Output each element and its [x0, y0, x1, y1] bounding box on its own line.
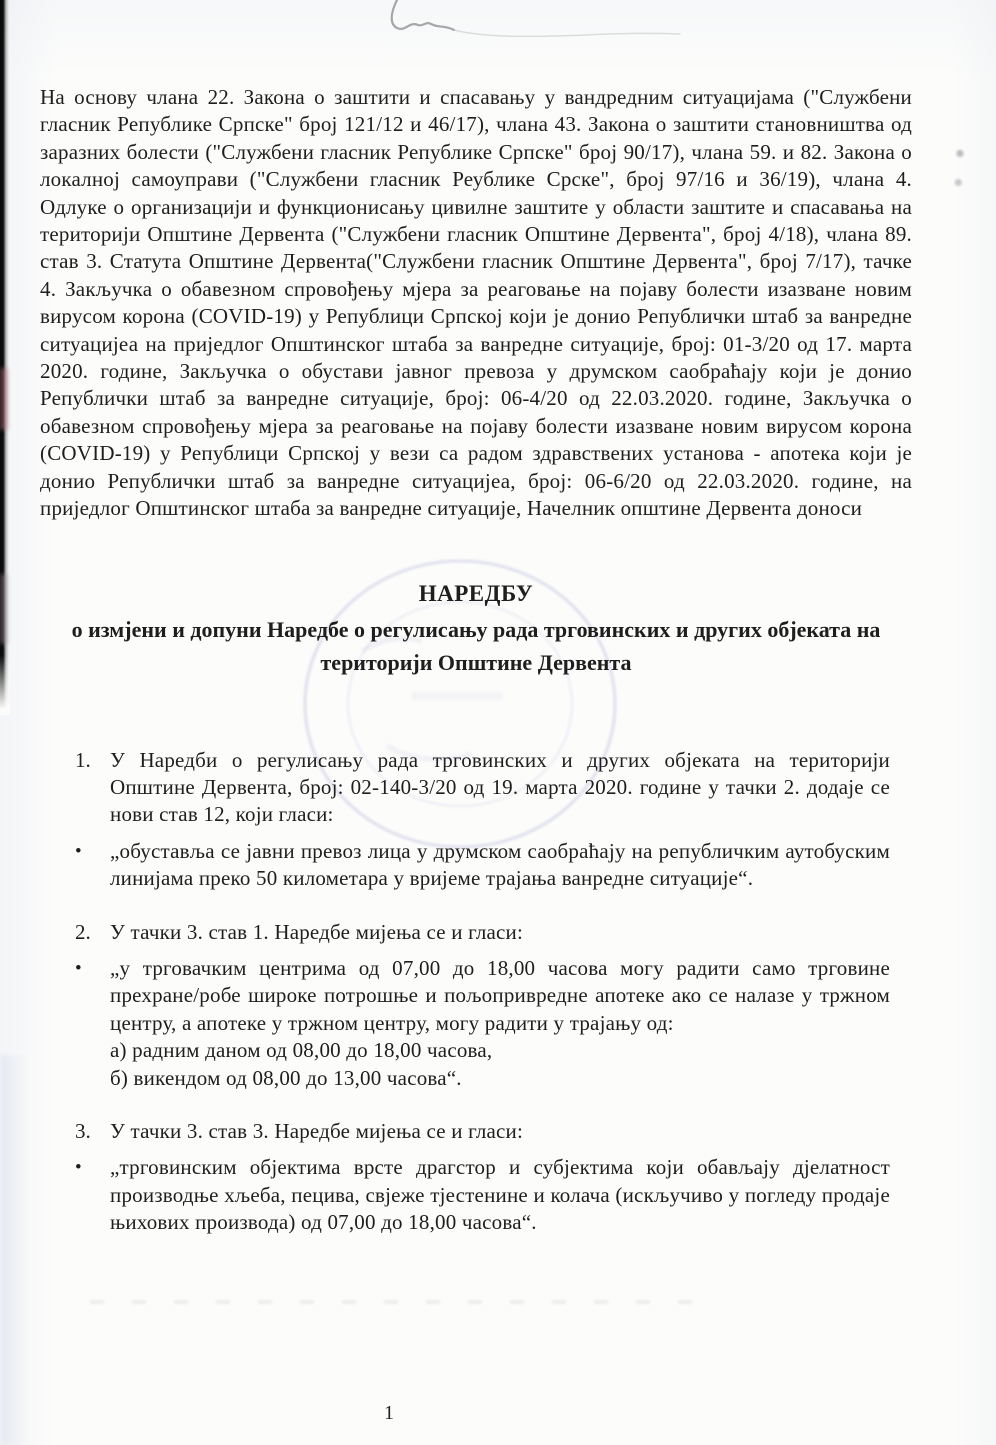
document-content [40, 84, 912, 1237]
sub-item-a: а) радним даном од 08,00 до 18,00 часова, [110, 1038, 493, 1063]
amendment-list [75, 747, 890, 1237]
bullet-row [75, 955, 890, 1092]
list-item-number: 3. [75, 1118, 91, 1143]
scan-edge-smudge [0, 368, 8, 430]
sub-item-b: б) викендом од 08,00 до 13,00 часова“. [110, 1065, 462, 1090]
list-item-text: У тачки 3. став 3. Наредбе мијења се и гласи: [110, 1118, 524, 1143]
scan-noise-dots [953, 143, 967, 201]
document-subtitle-line2: територији Општине Дервента [320, 649, 632, 675]
list-item-2 [75, 919, 890, 1092]
scan-edge-fade [0, 655, 10, 715]
scan-speckle-artifact [90, 1300, 710, 1304]
scan-edge-smudge [0, 574, 8, 644]
bullet-icon: • [75, 840, 82, 862]
document-subtitle [40, 613, 912, 679]
scan-tint-artifact [0, 1055, 28, 1445]
document-subtitle-line1: о измјени и допуни Наредбе о регулисању рада трговинских и других објеката на [71, 616, 881, 642]
list-item-row [75, 919, 890, 946]
bullet-icon: • [75, 957, 82, 979]
preamble-paragraph: На основу члана 22. Закона о заштити и спасавању у вандредним ситуацијама ("Службени гласник Републике Српске" број 121/12 и 46/17), члана 43. Закона о заштити становништва од заразних болести ("Службени гласник Републике Српске" број 90/17), члана 59. и 82. Закона о локалној самоуправи ("Службени гласник Реублике Срске", број 97/16 и 36/19), члана 4. Одлуке о организацији и функционисању цивилне заштите у области заштите и спасавања на територији Општине Дервента ("Службени гласник Општине Дервента", број 4/18), члана 89. став 3. Статута Општине Дервента("Службени гласник Општине Дервента", број 7/17), тачке 4. Закључка о обавезном спровођењу мјера за реаговање на појаву болести изазване новим вирусом корона (COVID-19) у Републици Српској који је донио Републички штаб за ванредне ситуацијеа на приједлог Општинског штаба за ванредне ситуације, број: 01-3/20 од 17. марта 2020. године, Закључка о обустави јавног превоза у друмском саобраћају који је донио Републички штаб за ванредне ситуације, број: 06-4/20 од 22.03.2020. године, Закључка о обавезном спровођењу мјера за реаговање на појаву болести изазване новим вирусом корона (COVID-19) у Републици Српској у вези са радом здравствених установа - апотека који је донио Републички штаб за ванредне ситуацијеа, број: 06-6/20 од 22.03.2020. године, на приједлог Општинског штаба за ванредне ситуације, Начелник општине Дервента доноси [40, 85, 912, 521]
list-item-number: 1. [75, 747, 91, 772]
list-item-number: 2. [75, 919, 91, 944]
page-number: 1 [384, 1402, 394, 1424]
list-item-row [75, 747, 890, 829]
bullet-text: „трговинским објектима врсте драгстор и субјектима који обављају дјелатност производње хљеба, пецива, свјеже тјестенине и колача (искључиво у погледу продаје њихових производа) од 07,00 до 18,00 часова“. [110, 1155, 890, 1235]
pen-scribble-mark [335, 0, 695, 58]
bullet-icon: • [75, 1157, 82, 1179]
bullet-row [75, 838, 890, 893]
list-item-text: У тачки 3. став 1. Наредбе мијења се и гласи: [110, 919, 524, 944]
bullet-row [75, 1154, 890, 1236]
bullet-text-main: „у трговачким центрима од 07,00 до 18,00 часова могу радити само трговине прехране/робе широке потрошње и пољопривредне апотеке ако се налазе у тржном центру, а апотеке у тржном центру, могу радити у трајању од: [110, 955, 890, 1035]
bullet-text: „обуставља се јавни превоз лица у друмском саобраћају на републичким аутобуским линијама преко 50 километара у вријеме трајања ванредне ситуације“. [110, 838, 890, 891]
list-item-row [75, 1118, 890, 1145]
list-item-3 [75, 1118, 890, 1237]
list-item-text: У Наредби о регулисању рада трговинских и других објеката на територији Општине Дервента, број: 02-140-3/20 од 19. марта 2020. године у тачки 2. додаје се нови став 12, који гласи: [110, 747, 890, 827]
bullet-text [110, 955, 890, 1092]
title-block [40, 579, 912, 679]
list-item-1 [75, 747, 890, 893]
document-title: НАРЕДБУ [418, 580, 534, 606]
